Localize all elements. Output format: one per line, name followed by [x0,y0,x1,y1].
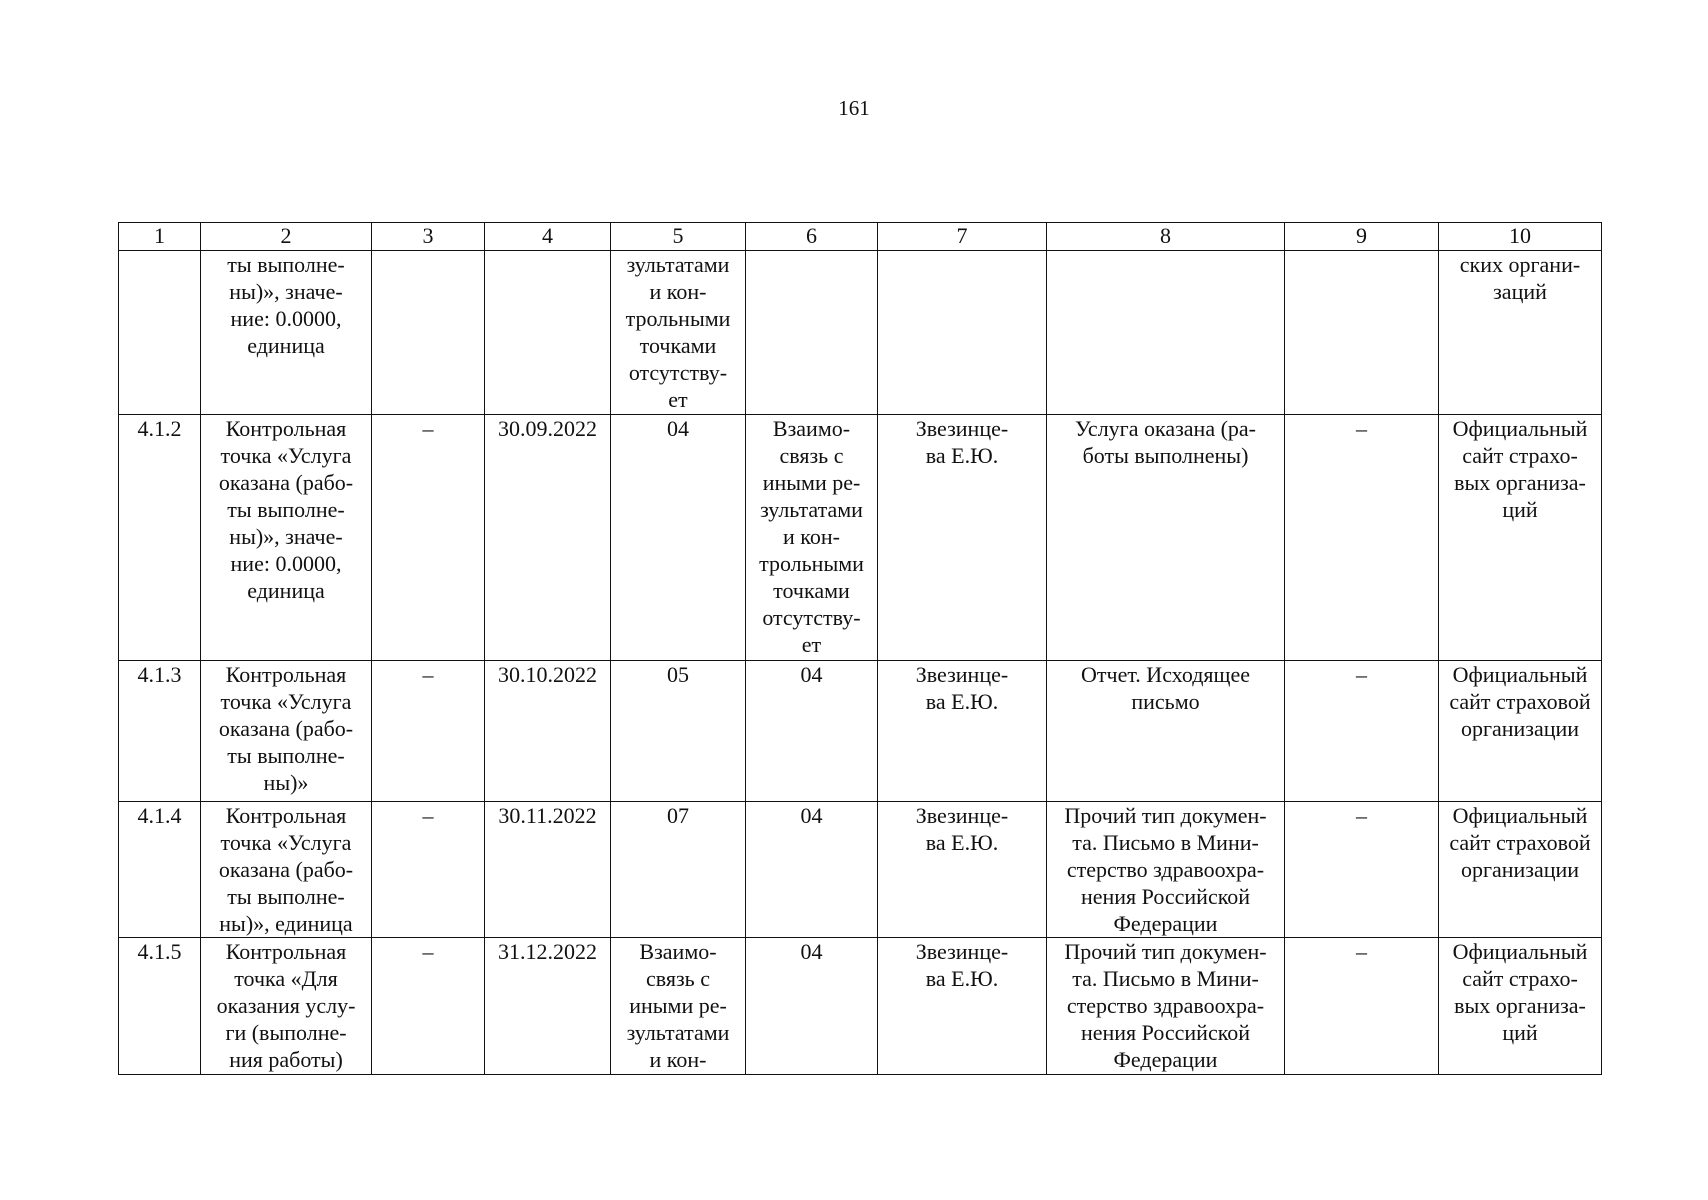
cell-source: Официальный сайт страховой организации [1439,661,1602,802]
cell-source: Официальный сайт страхо- вых организа- ций [1439,415,1602,661]
column-header-8: 8 [1047,223,1285,251]
cell-responsible: Звезинце- ва Е.Ю. [878,938,1047,1075]
cell-col9: – [1285,938,1439,1075]
header-row [119,223,1602,251]
cell-end-date [485,251,611,415]
cell-col9: – [1285,415,1439,661]
cell-responsible: Звезинце- ва Е.Ю. [878,415,1047,661]
cell-result [1047,251,1285,415]
column-header-9: 9 [1285,223,1439,251]
cell-col5: 07 [611,802,746,938]
cell-col6: 04 [746,938,878,1075]
cell-result: Услуга оказана (ра- боты выполнены) [1047,415,1285,661]
cell-number: 4.1.5 [119,938,201,1075]
page-number: 161 [838,96,870,120]
cell-source: Официальный сайт страхо- вых организа- ций [1439,938,1602,1075]
table-row [119,661,1602,802]
column-header-2: 2 [201,223,372,251]
cell-start-date: – [372,415,485,661]
column-header-1: 1 [119,223,201,251]
cell-col9: – [1285,802,1439,938]
cell-col6: 04 [746,661,878,802]
cell-responsible: Звезинце- ва Е.Ю. [878,802,1047,938]
cell-col6 [746,251,878,415]
column-header-5: 5 [611,223,746,251]
cell-name: ты выполне- ны)», значе- ние: 0.0000, единица [201,251,372,415]
cell-col5: зультатами и кон- трольными точками отсутству- ет [611,251,746,415]
cell-name: Контрольная точка «Для оказания услу- ги (выполне- ния работы) [201,938,372,1075]
cell-responsible [878,251,1047,415]
cell-col9: – [1285,661,1439,802]
cell-col5: 05 [611,661,746,802]
cell-start-date [372,251,485,415]
table-row [119,938,1602,1075]
cell-result: Отчет. Исходящее письмо [1047,661,1285,802]
cell-col5: Взаимо- связь с иными ре- зультатами и кон- [611,938,746,1075]
table-row [119,415,1602,661]
cell-name: Контрольная точка «Услуга оказана (рабо- ты выполне- ны)», единица [201,802,372,938]
cell-source: Официальный сайт страховой организации [1439,802,1602,938]
cell-col9 [1285,251,1439,415]
cell-source: ских органи- заций [1439,251,1602,415]
cell-responsible: Звезинце- ва Е.Ю. [878,661,1047,802]
cell-number [119,251,201,415]
cell-name: Контрольная точка «Услуга оказана (рабо- ты выполне- ны)», значе- ние: 0.0000, единица [201,415,372,661]
column-header-10: 10 [1439,223,1602,251]
cell-end-date: 31.12.2022 [485,938,611,1075]
cell-number: 4.1.2 [119,415,201,661]
cell-start-date: – [372,938,485,1075]
cell-end-date: 30.10.2022 [485,661,611,802]
table-row [119,251,1602,415]
schedule-table [118,222,1602,1075]
cell-col5: 04 [611,415,746,661]
cell-number: 4.1.4 [119,802,201,938]
cell-number: 4.1.3 [119,661,201,802]
table-row [119,802,1602,938]
column-header-4: 4 [485,223,611,251]
cell-start-date: – [372,661,485,802]
cell-col6: Взаимо- связь с иными ре- зультатами и кон- трольными точками отсутству- ет [746,415,878,661]
column-header-6: 6 [746,223,878,251]
cell-col6: 04 [746,802,878,938]
cell-result: Прочий тип докумен- та. Письмо в Мини- стерство здравоохра- нения Российской Федерации [1047,938,1285,1075]
cell-end-date: 30.11.2022 [485,802,611,938]
cell-result: Прочий тип докумен- та. Письмо в Мини- стерство здравоохра- нения Российской Федерации [1047,802,1285,938]
cell-end-date: 30.09.2022 [485,415,611,661]
column-header-3: 3 [372,223,485,251]
cell-start-date: – [372,802,485,938]
column-header-7: 7 [878,223,1047,251]
cell-name: Контрольная точка «Услуга оказана (рабо- ты выполне- ны)» [201,661,372,802]
